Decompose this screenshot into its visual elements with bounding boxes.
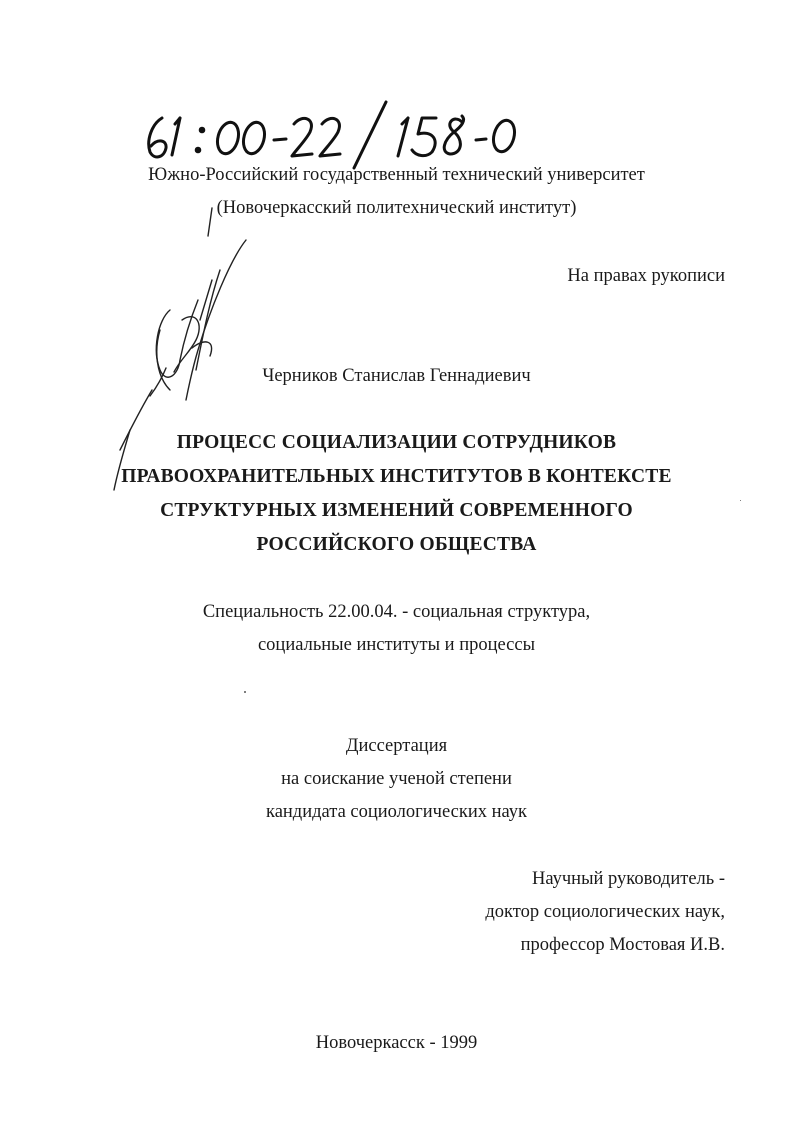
dissertation-line: Диссертация: [345, 736, 448, 756]
signature-scribble: [100, 200, 250, 500]
title-line: ПРОЦЕСС СОЦИАЛИЗАЦИИ СОТРУДНИКОВ: [176, 432, 617, 453]
place-year: Новочеркасск - 1999: [315, 1033, 478, 1053]
specialty-line: Специальность 22.00.04. - социальная структура,: [202, 602, 591, 622]
institute-name: (Новочеркасский политехнический институт): [216, 198, 577, 218]
dissertation-line: кандидата социологических наук: [265, 802, 528, 822]
scan-speck: [244, 691, 246, 693]
scan-speck: [740, 500, 741, 501]
title-line: ПРАВООХРАНИТЕЛЬНЫХ ИНСТИТУТОВ В КОНТЕКСТЕ: [121, 466, 672, 487]
supervisor-line: Научный руководитель -: [532, 869, 725, 889]
title-line: РОССИЙСКОГО ОБЩЕСТВА: [256, 534, 537, 555]
rights-note: На правах рукописи: [567, 266, 725, 286]
dissertation-line: на соискание ученой степени: [281, 769, 512, 789]
supervisor-line: профессор Мостовая И.В.: [520, 935, 725, 955]
specialty-line: социальные институты и процессы: [257, 635, 536, 655]
supervisor-line: доктор социологических наук,: [485, 902, 725, 922]
title-line: СТРУКТУРНЫХ ИЗМЕНЕНИЙ СОВРЕМЕННОГО: [160, 500, 633, 521]
handwritten-archive-code: [140, 100, 520, 170]
author-name: Черников Станислав Геннадиевич: [262, 366, 531, 386]
university-name: Южно-Российский государственный технический университет: [148, 165, 645, 185]
